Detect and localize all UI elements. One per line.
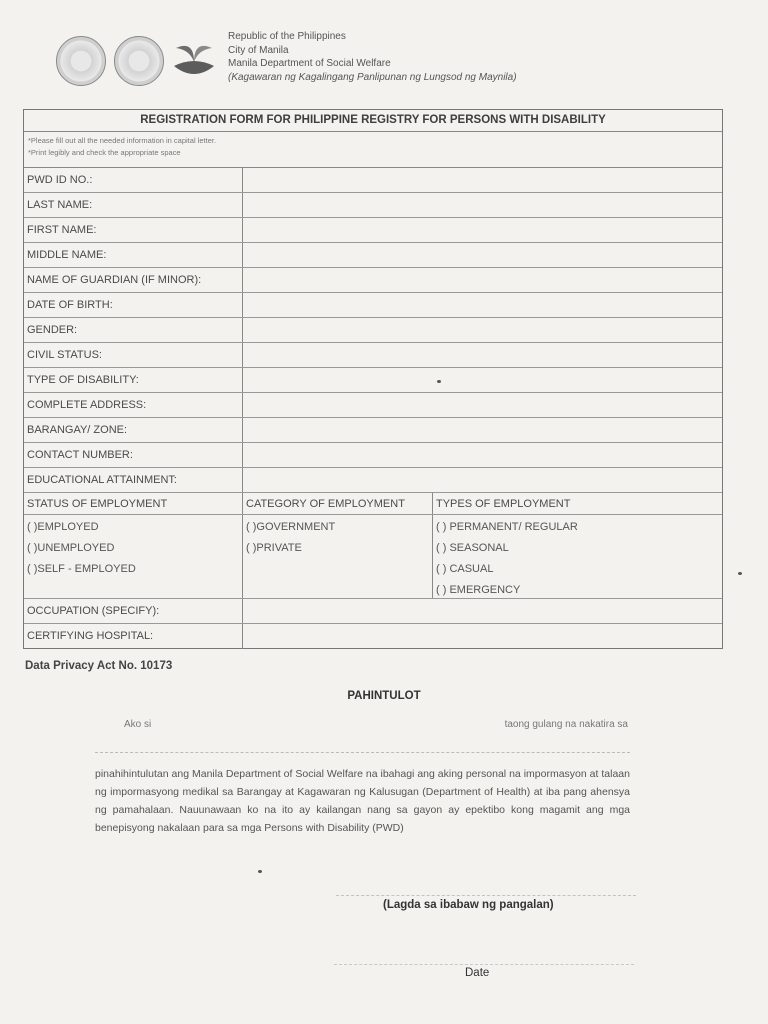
header-line-1: Republic of the Philippines	[228, 31, 346, 42]
option-seasonal[interactable]: ( ) SEASONAL	[436, 542, 509, 554]
signature-label: (Lagda sa ibabaw ng pangalan)	[383, 899, 554, 911]
field-row-date-of-birth	[24, 293, 722, 318]
field-label: GENDER:	[24, 318, 243, 342]
field-label: DATE OF BIRTH:	[24, 293, 243, 317]
field-label: MIDDLE NAME:	[24, 243, 243, 267]
employment-options-row	[24, 515, 722, 599]
field-row-occupation	[24, 599, 722, 624]
note-1: *Please fill out all the needed information in capital letter.	[28, 136, 217, 145]
guardian-field[interactable]	[243, 268, 722, 292]
field-row-guardian	[24, 268, 722, 293]
field-label: BARANGAY/ ZONE:	[24, 418, 243, 442]
field-label: NAME OF GUARDIAN (IF MINOR):	[24, 268, 243, 292]
field-row-type-of-disability	[24, 368, 722, 393]
first-name-field[interactable]	[243, 218, 722, 242]
type-of-disability-field[interactable]	[243, 368, 722, 392]
field-label: COMPLETE ADDRESS:	[24, 393, 243, 417]
types-options	[433, 515, 722, 598]
consent-body: pinahihintulutan ang Manila Department of Social Welfare na ibahagi ang aking personal na impormasyon at talaan ng impormasyong medikal sa Barangay at Kagawaran ng Kalusugan (Department of Health) at iba pang ahensya ng pamahalaan. Nauunawaan ko na ito ay kailangan nang sa gayon ay epektibo kong magamit ang mga benepisyong nakalaan para sa mga Persons with Disability (PWD)	[95, 768, 630, 834]
document-header	[52, 30, 652, 90]
consent-age-suffix: taong gulang na nakatira sa	[504, 719, 628, 730]
privacy-act-label: Data Privacy Act No. 10173	[25, 660, 173, 672]
form-notes	[24, 132, 722, 168]
field-label: TYPE OF DISABILITY:	[24, 368, 243, 392]
field-label: EDUCATIONAL ATTAINMENT:	[24, 468, 243, 492]
field-row-pwd-id	[24, 168, 722, 193]
status-header: STATUS OF EMPLOYMENT	[24, 493, 243, 514]
date-line[interactable]	[334, 964, 634, 965]
field-label: CERTIFYING HOSPITAL:	[24, 624, 243, 649]
field-row-gender	[24, 318, 722, 343]
header-text	[228, 30, 517, 84]
consent-name-prefix: Ako si	[124, 719, 152, 730]
paper-speck	[738, 572, 742, 575]
option-private[interactable]: ( )PRIVATE	[246, 542, 302, 554]
field-row-civil-status	[24, 343, 722, 368]
types-header: TYPES OF EMPLOYMENT	[436, 498, 571, 510]
middle-name-field[interactable]	[243, 243, 722, 267]
city-seal-2-icon	[114, 36, 164, 86]
field-label: LAST NAME:	[24, 193, 243, 217]
address-field[interactable]	[243, 393, 722, 417]
registration-form	[23, 109, 723, 649]
option-government[interactable]: ( )GOVERNMENT	[246, 521, 336, 533]
paper-speck	[437, 380, 441, 383]
option-self-employed[interactable]: ( )SELF - EMPLOYED	[27, 563, 136, 575]
option-unemployed[interactable]: ( )UNEMPLOYED	[27, 542, 115, 554]
contact-number-field[interactable]	[243, 443, 722, 467]
field-label: CONTACT NUMBER:	[24, 443, 243, 467]
field-label: PWD ID NO.:	[24, 168, 243, 192]
note-2: *Print legibly and check the appropriate space	[28, 148, 181, 157]
option-casual[interactable]: ( ) CASUAL	[436, 563, 494, 575]
field-row-address	[24, 393, 722, 418]
education-field[interactable]	[243, 468, 722, 492]
field-label: CIVIL STATUS:	[24, 343, 243, 367]
header-line-4: (Kagawaran ng Kagalingang Panlipunan ng Lungsod ng Maynila)	[228, 71, 517, 83]
form-title: REGISTRATION FORM FOR PHILIPPINE REGISTRY FOR PERSONS WITH DISABILITY	[24, 110, 722, 132]
address-blank-line[interactable]	[95, 752, 630, 753]
field-row-hospital	[24, 624, 722, 649]
field-row-barangay	[24, 418, 722, 443]
city-seal-icon	[56, 36, 106, 86]
field-row-last-name	[24, 193, 722, 218]
pwd-id-field[interactable]	[243, 168, 722, 192]
option-emergency[interactable]: ( ) EMERGENCY	[436, 584, 521, 596]
header-line-2: City of Manila	[228, 44, 289, 56]
category-header: CATEGORY OF EMPLOYMENT	[243, 493, 433, 514]
option-permanent[interactable]: ( ) PERMANENT/ REGULAR	[436, 521, 578, 533]
option-employed[interactable]: ( )EMPLOYED	[27, 521, 99, 533]
date-of-birth-field[interactable]	[243, 293, 722, 317]
date-label: Date	[465, 967, 490, 979]
consent-title: PAHINTULOT	[347, 690, 421, 702]
category-options	[243, 515, 433, 598]
field-label: FIRST NAME:	[24, 218, 243, 242]
barangay-field[interactable]	[243, 418, 722, 442]
header-line-3: Manila Department of Social Welfare	[228, 58, 391, 69]
field-row-first-name	[24, 218, 722, 243]
occupation-field[interactable]	[243, 599, 722, 623]
paper-speck	[258, 870, 262, 873]
field-label: OCCUPATION (SPECIFY):	[24, 599, 243, 623]
gender-field[interactable]	[243, 318, 722, 342]
department-logo-icon	[170, 40, 218, 84]
status-options	[24, 515, 243, 598]
employment-header-row	[24, 493, 722, 515]
signature-line[interactable]	[336, 895, 636, 896]
field-row-education	[24, 468, 722, 493]
field-row-middle-name	[24, 243, 722, 268]
field-row-contact	[24, 443, 722, 468]
last-name-field[interactable]	[243, 193, 722, 217]
civil-status-field[interactable]	[243, 343, 722, 367]
certifying-hospital-field[interactable]	[243, 624, 722, 649]
